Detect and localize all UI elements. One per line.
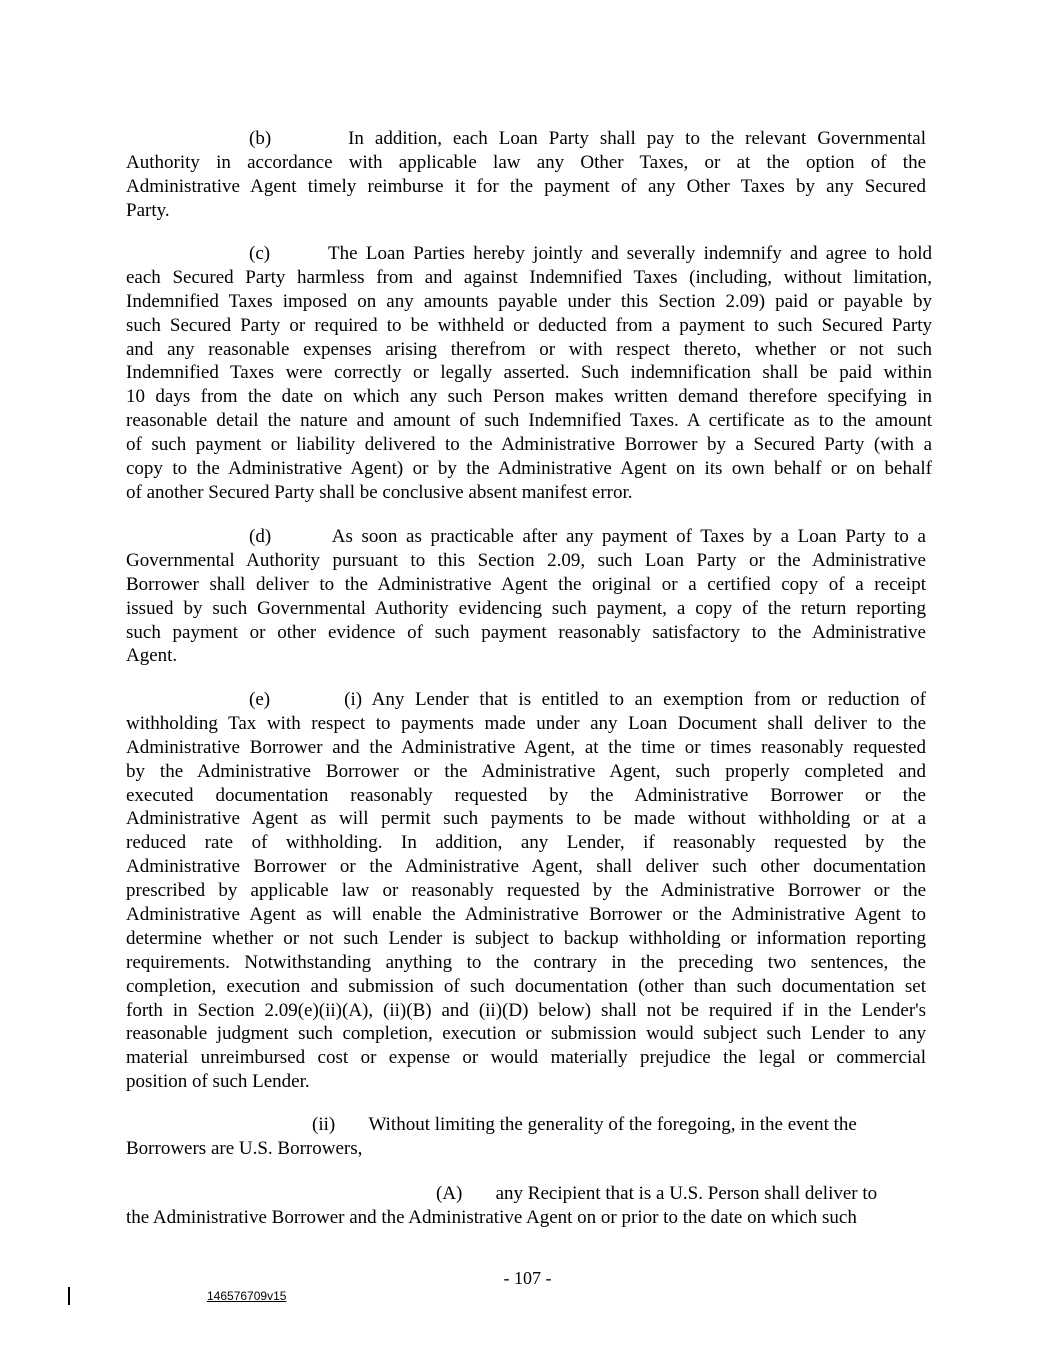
paragraph-line: the Administrative Borrower and the Administrative Agent on or prior to the date on which such xyxy=(126,1206,857,1228)
paragraph-line: of such payment or liability delivered to the Administrative Borrower by a Secured Party (with a xyxy=(126,434,932,456)
paragraph-c xyxy=(126,242,932,505)
paragraph-line: copy to the Administrative Agent) or by the Administrative Agent on its own behalf or on behalf xyxy=(126,458,932,480)
paragraph-line: reasonable judgment such completion, execution or submission would subject such Lender to any xyxy=(126,1023,926,1045)
paragraph-e xyxy=(126,688,926,1094)
paragraph-line: Administrative Borrower and the Administrative Agent, at the time or times reasonably requested xyxy=(126,736,926,758)
paragraph-line: Borrower shall deliver to the Administrative Agent the original or a certified copy of a receipt xyxy=(126,573,926,595)
paragraph-line: Borrowers are U.S. Borrowers, xyxy=(126,1137,363,1159)
paragraph-line: Administrative Borrower or the Administrative Agent, shall deliver such other documentation xyxy=(126,856,926,878)
paragraph-line: withholding Tax with respect to payments made under any Loan Document shall deliver to the xyxy=(126,712,926,734)
paragraph-b xyxy=(126,127,926,223)
paragraph-line: completion, execution and submission of such documentation (other than such documentation set xyxy=(126,975,926,997)
paragraph-line: Authority in accordance with applicable law any Other Taxes, or at the option of the xyxy=(126,151,926,173)
paragraph-line: requirements. Notwithstanding anything to the contrary in the preceding two sentences, the xyxy=(126,951,926,973)
paragraph-line: (c) The Loan Parties hereby jointly and severally indemnify and agree to hold xyxy=(249,243,932,264)
paragraph-line: such payment or other evidence of such payment reasonably satisfactory to the Administrative xyxy=(126,621,926,643)
paragraph-line: Indemnified Taxes were correctly or legally asserted. Such indemnification shall be paid within xyxy=(126,362,932,384)
paragraph-line: 10 days from the date on which any such Person makes written demand therefore specifying in xyxy=(126,386,932,408)
paragraph-line: position of such Lender. xyxy=(126,1071,310,1093)
paragraph-line: material unreimbursed cost or expense or would materially prejudice the legal or commercial xyxy=(126,1047,926,1069)
paragraph-line: (A) any Recipient that is a U.S. Person shall deliver to xyxy=(436,1183,878,1204)
paragraph-line: Indemnified Taxes imposed on any amounts payable under this Section 2.09) paid or payable by xyxy=(126,290,932,312)
paragraph-line: of another Secured Party shall be conclusive absent manifest error. xyxy=(126,481,633,503)
paragraph-line: such Secured Party or required to be withheld or deducted from a payment to such Secured Party xyxy=(126,314,932,336)
paragraph-line: each Secured Party harmless from and against Indemnified Taxes (including, without limitation, xyxy=(126,266,932,288)
paragraph-line: (e) (i) Any Lender that is entitled to an exemption from or reduction of xyxy=(249,689,926,710)
paragraph-e-ii xyxy=(126,1113,857,1161)
revision-bar xyxy=(68,1287,70,1305)
paragraph-line: prescribed by applicable law or reasonably requested by the Administrative Borrower or the xyxy=(126,880,926,902)
paragraph-line: Administrative Agent as will permit such payments to be made without withholding or at a xyxy=(126,808,926,830)
paragraph-line: issued by such Governmental Authority evidencing such payment, a copy of the return reporting xyxy=(126,597,926,619)
paragraph-line: reasonable detail the nature and amount of such Indemnified Taxes. A certificate as to the amount xyxy=(126,410,932,432)
paragraph-line: determine whether or not such Lender is subject to backup withholding or information reporting xyxy=(126,927,926,949)
paragraph-line: Administrative Agent timely reimburse it for the payment of any Other Taxes by any Secured xyxy=(126,175,926,197)
document-id: 146576709v15 xyxy=(207,1289,287,1303)
paragraph-line: reduced rate of withholding. In addition, any Lender, if reasonably requested by the xyxy=(126,832,926,854)
paragraph-line: executed documentation reasonably requested by the Administrative Borrower or the xyxy=(126,784,926,806)
page-number: - 107 - xyxy=(503,1268,552,1288)
paragraph-line: by the Administrative Borrower or the Administrative Agent, such properly completed and xyxy=(126,760,926,782)
paragraph-line: (d) As soon as practicable after any payment of Taxes by a Loan Party to a xyxy=(249,526,926,547)
paragraph-d xyxy=(126,525,926,668)
paragraph-e-ii-a xyxy=(126,1182,877,1230)
paragraph-line: (b) In addition, each Loan Party shall pay to the relevant Governmental xyxy=(249,128,926,149)
paragraph-line: and any reasonable expenses arising therefrom or with respect thereto, whether or not such xyxy=(126,338,932,360)
paragraph-line: Party. xyxy=(126,199,170,221)
paragraph-line: Governmental Authority pursuant to this Section 2.09, such Loan Party or the Administrative xyxy=(126,549,926,571)
paragraph-line: forth in Section 2.09(e)(ii)(A), (ii)(B) and (ii)(D) below) shall not be required if in the Lender's xyxy=(126,999,926,1021)
paragraph-line: Agent. xyxy=(126,645,178,667)
paragraph-line: (ii) Without limiting the generality of the foregoing, in the event the xyxy=(312,1114,857,1135)
paragraph-line: Administrative Agent as will enable the Administrative Borrower or the Administrative Agent to xyxy=(126,904,926,926)
